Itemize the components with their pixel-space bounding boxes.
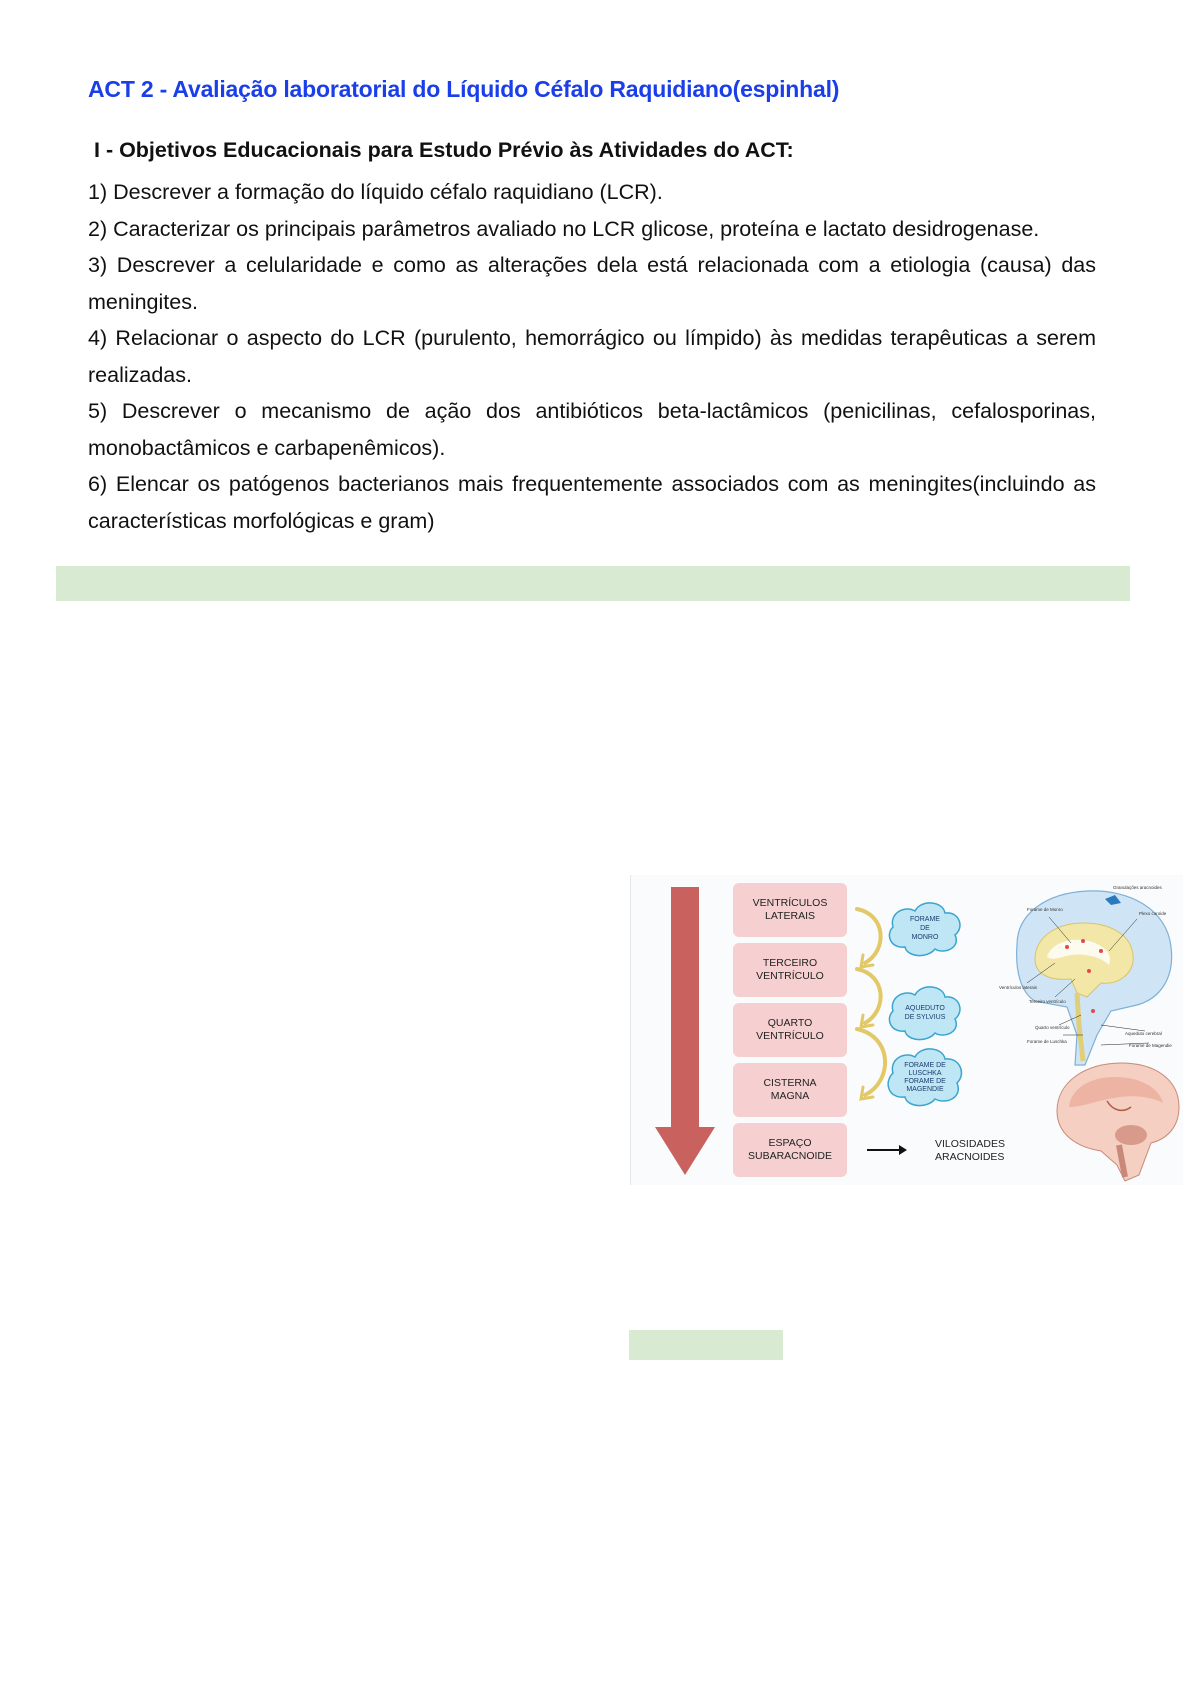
cloud-forame-luschka-magendie [888,1049,961,1106]
flow-box [733,1123,847,1177]
vilosidades-label: VILOSIDADES [935,1138,1006,1150]
brain-label: Granulações aracnoides [1113,885,1162,890]
objectives-list [88,174,1096,539]
flow-direction-arrow [655,887,715,1175]
cloud-label: MONRO [911,934,939,941]
brain-ventricles-illustration [999,885,1172,1065]
cloud-label: DE [920,925,930,932]
flow-box-line: ESPAÇO [768,1137,812,1149]
right-arrow-icon [867,1145,907,1155]
cloud-forame-monro [889,903,960,956]
csf-flow-figure [630,875,1183,1185]
flow-box-line: CISTERNA [763,1077,817,1089]
section-divider-band [56,566,1130,601]
cloud-label: AQUEDUTO [905,1005,945,1012]
document-title: ACT 2 - Avaliação laboratorial do Líquido Céfalo Raquidiano(espinhal) [88,76,840,102]
flow-box-line: LATERAIS [765,910,815,922]
cloud-label: FORAME [910,916,940,923]
objective-item: 6) Elencar os patógenos bacterianos mais frequentemente associados com as meningites(incluindo as características morfológicas e gram) [88,472,1096,533]
brain-label: Forame de Luschka [1027,1039,1067,1044]
brain-label: Forame de Monro [1027,907,1063,912]
flow-box-line: QUARTO [767,1017,813,1029]
objective-item: 2) Caracterizar os principais parâmetros avaliado no LCR glicose, proteína e lactato desidrogenase. [88,216,1040,241]
objective-item: 3) Descrever a celularidade e como as alterações dela está relacionada com a etiologia (causa) das meningites. [88,253,1096,314]
brain-label: Plexo coroide [1139,911,1167,916]
cloud-label: MAGENDIE [906,1086,944,1093]
cloud-label: LUSCHKA [908,1070,942,1077]
highlight-band [629,1330,783,1360]
cloud-label: DE SYLVIUS [904,1014,946,1021]
cloud-label: FORAME DE [904,1062,946,1069]
flow-box [733,1003,847,1057]
vilosidades-label: ARACNOIDES [935,1151,1005,1163]
curved-arrow-icon [857,1029,885,1099]
flow-box [733,883,847,937]
csf-flow-diagram [631,875,1183,1185]
flow-box-line: TERCEIRO [762,957,818,969]
brain-label: Quarto ventrículo [1035,1025,1070,1030]
flow-box-line: VENTRÍCULO [756,970,824,982]
flow-box-line: VENTRÍCULOS [752,897,828,909]
brain-sagittal-illustration [1057,1063,1179,1181]
brain-label: Ventrículos laterais [999,985,1038,990]
flow-box [733,1063,847,1117]
brain-label: Terceiro ventrículo [1029,999,1066,1004]
cloud-aqueduto-sylvius [889,987,960,1040]
objective-item: 1) Descrever a formação do líquido céfalo raquidiano (LCR). [88,180,663,204]
curved-arrow-icon [857,909,881,967]
brain-label: Forame de Magendie [1129,1043,1172,1048]
flow-box [733,943,847,997]
flow-box-line: SUBARACNOIDE [747,1150,833,1162]
brain-label: Aqueduto cerebral [1125,1031,1162,1036]
flow-box-line: MAGNA [770,1090,810,1102]
objective-item: 4) Relacionar o aspecto do LCR (purulento, hemorrágico ou límpido) às medidas terapêuticas a serem realizadas. [88,326,1096,387]
flow-box-line: VENTRÍCULO [756,1030,824,1042]
objective-item: 5) Descrever o mecanismo de ação dos antibióticos beta-lactâmicos (penicilinas, cefalosporinas, monobactâmicos e carbapenêmicos). [88,399,1096,460]
curved-arrow-icon [857,969,881,1027]
section-heading: I - Objetivos Educacionais para Estudo Prévio às Atividades do ACT: [94,138,794,162]
cloud-label: FORAME DE [904,1078,946,1085]
